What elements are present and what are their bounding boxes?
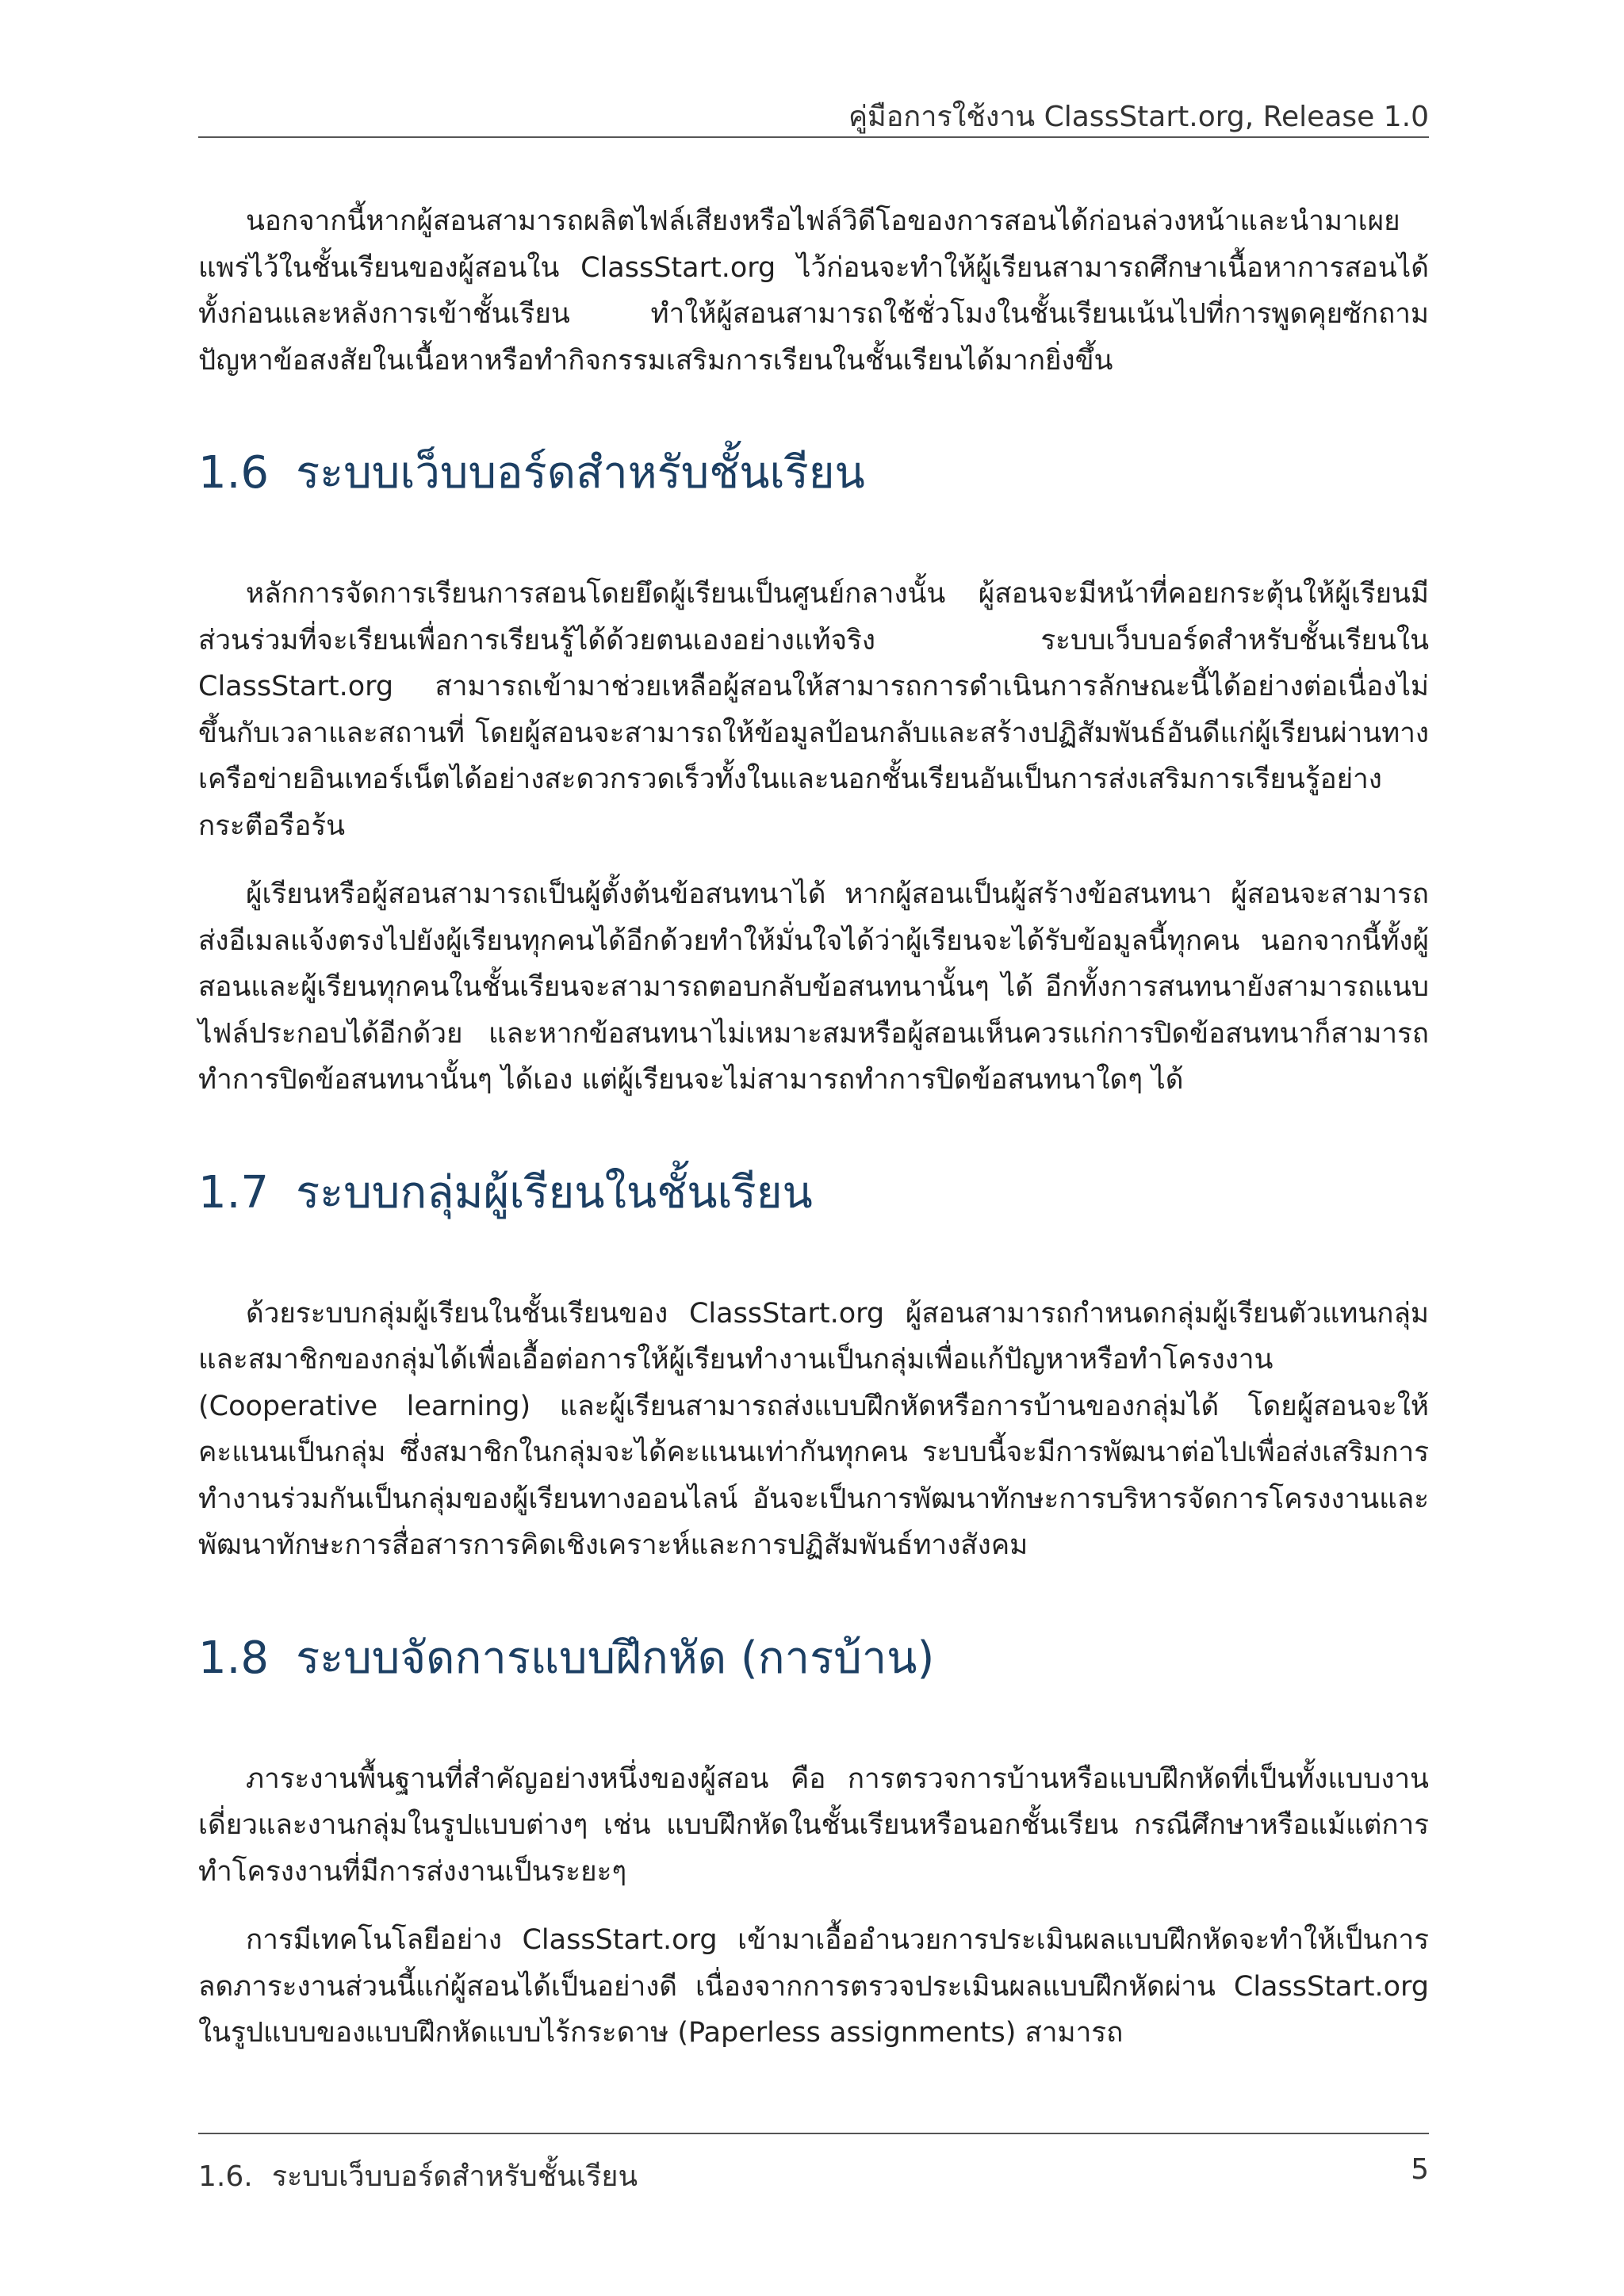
paragraph: ภาระงานพื้นฐานที่สำคัญอย่างหนึ่งของผู้สอน คือ การตรวจการบ้านหรือแบบฝึกหัดที่เป็นทั้งแบบงานเดี่ยวและงานกลุ่มในรูปแบบต่างๆ เช่น แบบฝึกหัดในชั้นเรียนหรือนอกชั้นเรียน กรณีศึกษาหรือแม้แต่การทำโครงงานที่มีการส่งงานเป็นระยะๆ [198, 1762, 1429, 1888]
section-title: ระบบกลุ่มผู้เรียนในชั้นเรียน [296, 1166, 813, 1219]
document-page [198, 0, 1429, 2296]
paragraph: หลักการจัดการเรียนการสอนโดยยึดผู้เรียนเป็นศูนย์กลางนั้น ผู้สอนจะมีหน้าที่คอยกระตุ้นให้ผู้เรียนมีส่วนร่วมที่จะเรียนเพื่อการเรียนรู้ได้ด้วยตนเองอย่างแท้จริง ระบบเว็บบอร์ดสำหรับชั้นเรียนใน ClassStart.org สามารถเข้ามาช่วยเหลือผู้สอนให้สามารถการดำเนินการลักษณะนี้ได้อย่างต่อเนื่องไม่ขึ้นกับเวลาและสถานที่ โดยผู้สอนจะสามารถให้ข้อมูลป้อนกลับและสร้างปฏิสัมพันธ์อันดีแก่ผู้เรียนผ่านทางเครือข่ายอินเทอร์เน็ตได้อย่างสะดวกรวดเร็วทั้งในและนอกชั้นเรียนอันเป็นการส่งเสริมการเรียนรู้อย่างกระตือรือร้น [198, 578, 1429, 842]
section-number: 1.6 [198, 447, 270, 499]
paragraph: ด้วยระบบกลุ่มผู้เรียนในชั้นเรียนของ ClassStart.org ผู้สอนสามารถกำหนดกลุ่มผู้เรียนตัวแทนกลุ่มและสมาชิกของกลุ่มได้เพื่อเอื้อต่อการให้ผู้เรียนทำงานเป็นกลุ่มเพื่อแก้ปัญหาหรือทำโครงงาน (Cooperative learning) และผู้เรียนสามารถส่งแบบฝึกหัดหรือการบ้านของกลุ่มได้ โดยผู้สอนจะให้คะแนนเป็นกลุ่ม ซึ่งสมาชิกในกลุ่มจะได้คะแนนเท่ากันทุกคน ระบบนี้จะมีการพัฒนาต่อไปเพื่อส่งเสริมการทำงานร่วมกันเป็นกลุ่มของผู้เรียนทางออนไลน์ อันจะเป็นการพัฒนาทักษะการบริหารจัดการโครงงานและพัฒนาทักษะการสื่อสารการคิดเชิงเคราะห์และการปฏิสัมพันธ์ทางสังคม [198, 1297, 1429, 1561]
footer-rule [198, 2133, 1429, 2134]
section-number: 1.8 [198, 1632, 270, 1684]
page-number: 5 [1411, 2153, 1429, 2186]
paragraph: ผู้เรียนหรือผู้สอนสามารถเป็นผู้ตั้งต้นข้อสนทนาได้ หากผู้สอนเป็นผู้สร้างข้อสนทนา ผู้สอนจะสามารถส่งอีเมลแจ้งตรงไปยังผู้เรียนทุกคนได้อีกด้วยทำให้มั่นใจได้ว่าผู้เรียนจะได้รับข้อมูลนี้ทุกคน นอกจากนี้ทั้งผู้สอนและผู้เรียนทุกคนในชั้นเรียนจะสามารถตอบกลับข้อสนทนานั้นๆ ได้ อีกทั้งการสนทนายังสามารถแนบไฟล์ประกอบได้อีกด้วย และหากข้อสนทนาไม่เหมาะสมหรือผู้สอนเห็นควรแก่การปิดข้อสนทนาก็สามารถทำการปิดข้อสนทนานั้นๆ ได้เอง แต่ผู้เรียนจะไม่สามารถทำการปิดข้อสนทนาใดๆ ได้ [198, 878, 1429, 1096]
page-content [198, 198, 1429, 2079]
footer-section-number: 1.6. [198, 2160, 253, 2193]
running-header: คู่มือการใช้งาน ClassStart.org, Release 1.0 [848, 101, 1429, 133]
section-title: ระบบจัดการแบบฝึกหัด (การบ้าน) [296, 1632, 935, 1684]
section-heading-1-8 [198, 1631, 1429, 1686]
paragraph: การมีเทคโนโลยีอย่าง ClassStart.org เข้ามาเอื้ออำนวยการประเมินผลแบบฝึกหัดจะทำให้เป็นการลดภาระงานส่วนนี้แก่ผู้สอนได้เป็นอย่างดี เนื่องจากการตรวจประเมินผลแบบฝึกหัดผ่าน ClassStart.org ในรูปแบบของแบบฝึกหัดแบบไร้กระดาษ (Paperless assignments) สามารถ [198, 1924, 1429, 2049]
section-heading-1-7 [198, 1165, 1429, 1221]
section-heading-1-6 [198, 446, 1429, 501]
header-rule [198, 136, 1429, 138]
footer-section-title: ระบบเว็บบอร์ดสำหรับชั้นเรียน [271, 2160, 638, 2193]
paragraph: นอกจากนี้หากผู้สอนสามารถผลิตไฟล์เสียงหรือไฟล์วิดีโอของการสอนได้ก่อนล่วงหน้าและนำมาเผยแพร่ไว้ในชั้นเรียนของผู้สอนใน ClassStart.org ไว้ก่อนจะทำให้ผู้เรียนสามารถศึกษาเนื้อหาการสอนได้ทั้งก่อนและหลังการเข้าชั้นเรียน ทำให้ผู้สอนสามารถใช้ชั่วโมงในชั้นเรียนเน้นไปที่การพูดคุยซักถามปัญหาข้อสงสัยในเนื้อหาหรือทำกิจกรรมเสริมการเรียนในชั้นเรียนได้มากยิ่งขึ้น [198, 205, 1429, 377]
running-footer [198, 2153, 1429, 2198]
section-number: 1.7 [198, 1166, 270, 1219]
section-title: ระบบเว็บบอร์ดสำหรับชั้นเรียน [296, 447, 865, 499]
footer-section [198, 2153, 638, 2198]
